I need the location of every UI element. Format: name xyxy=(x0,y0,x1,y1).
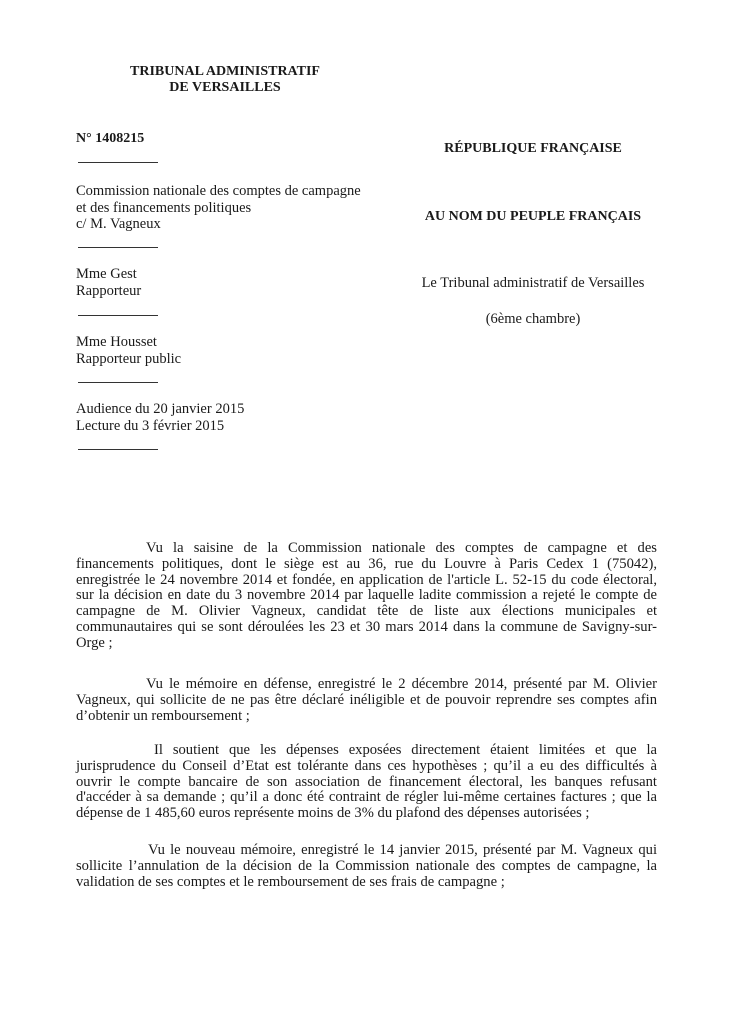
republic-heading: RÉPUBLIQUE FRANÇAISE xyxy=(444,141,622,156)
paragraph: Vu le mémoire en défense, enregistré le 2 décembre 2014, présenté par M. Olivier Vagneux, qui sollicite de ne pas être déclaré inéligible et de pouvoir reprendre ses comptes afin d’obtenir un remboursement ; xyxy=(76,676,657,724)
paragraph: Il soutient que les dépenses exposées directement étaient limitées et que la jurisprudence du Conseil d’Etat est tolérante dans ces hypothèses ; qu’il a eu des difficultés à ouvrir le compte bancaire de son association de financement électoral, les banques refusant d'accéder à sa demande ; qu’il a donc été contraint de régler lui-même certaines factures ; que la dépense de 1 485,60 euros représente moins de 3% du plafond des dépenses autorisées ; xyxy=(76,742,657,822)
court-name-line2: DE VERSAILLES xyxy=(169,80,281,95)
rapporteur-block xyxy=(76,266,326,299)
rapporteur-public-role: Rapporteur public xyxy=(76,350,182,367)
divider xyxy=(78,315,158,316)
rapporteur-role: Rapporteur xyxy=(76,282,142,299)
lecture-date: Lecture du 3 février 2015 xyxy=(76,417,225,434)
divider xyxy=(78,449,158,450)
divider xyxy=(78,162,158,163)
paragraph: Vu le nouveau mémoire, enregistré le 14 janvier 2015, présenté par M. Vagneux qui sollicite l’annulation de la décision de la Commission nationale des comptes de campagne, la validation de ses comptes et le remboursement de ses frais de campagne ; xyxy=(76,842,657,890)
divider xyxy=(78,247,158,248)
divider xyxy=(78,382,158,383)
paragraph: Vu la saisine de la Commission nationale des comptes de campagne et des financements politiques, dont le siège est au 36, rue du Louvre à Paris Cedex 1 (75042), enregistrée le 24 novembre 2014 et fondée, en application de l'article L. 52-15 du code électoral, sur la décision en date du 3 novembre 2014 par laquelle ladite commission a rejeté le compte de campagne de M. Olivier Vagneux, candidat tête de liste aux élections municipales et communautaires qui se sont déroulées les 23 et 30 mars 2014 dans la commune de Savigny-sur-Orge ; xyxy=(76,540,657,651)
rapporteur-name: Mme Gest xyxy=(76,266,137,282)
rapporteur-public-block xyxy=(76,334,326,367)
parties-block xyxy=(76,183,376,233)
case-number: N° 1408215 xyxy=(76,131,145,146)
parties-line: et des financements politiques xyxy=(76,199,252,216)
chamber-line: (6ème chambre) xyxy=(485,311,581,327)
audience-date: Audience du 20 janvier 2015 xyxy=(76,401,245,417)
parties-line: c/ M. Vagneux xyxy=(76,216,161,232)
parties-line: Commission nationale des comptes de campagne xyxy=(76,183,361,199)
tribunal-line: Le Tribunal administratif de Versailles xyxy=(421,275,645,291)
people-heading: AU NOM DU PEUPLE FRANÇAIS xyxy=(424,209,642,224)
rapporteur-public-name: Mme Housset xyxy=(76,334,157,350)
court-name xyxy=(100,64,350,96)
dates-block xyxy=(76,401,326,434)
court-name-line1: TRIBUNAL ADMINISTRATIF xyxy=(130,64,320,79)
